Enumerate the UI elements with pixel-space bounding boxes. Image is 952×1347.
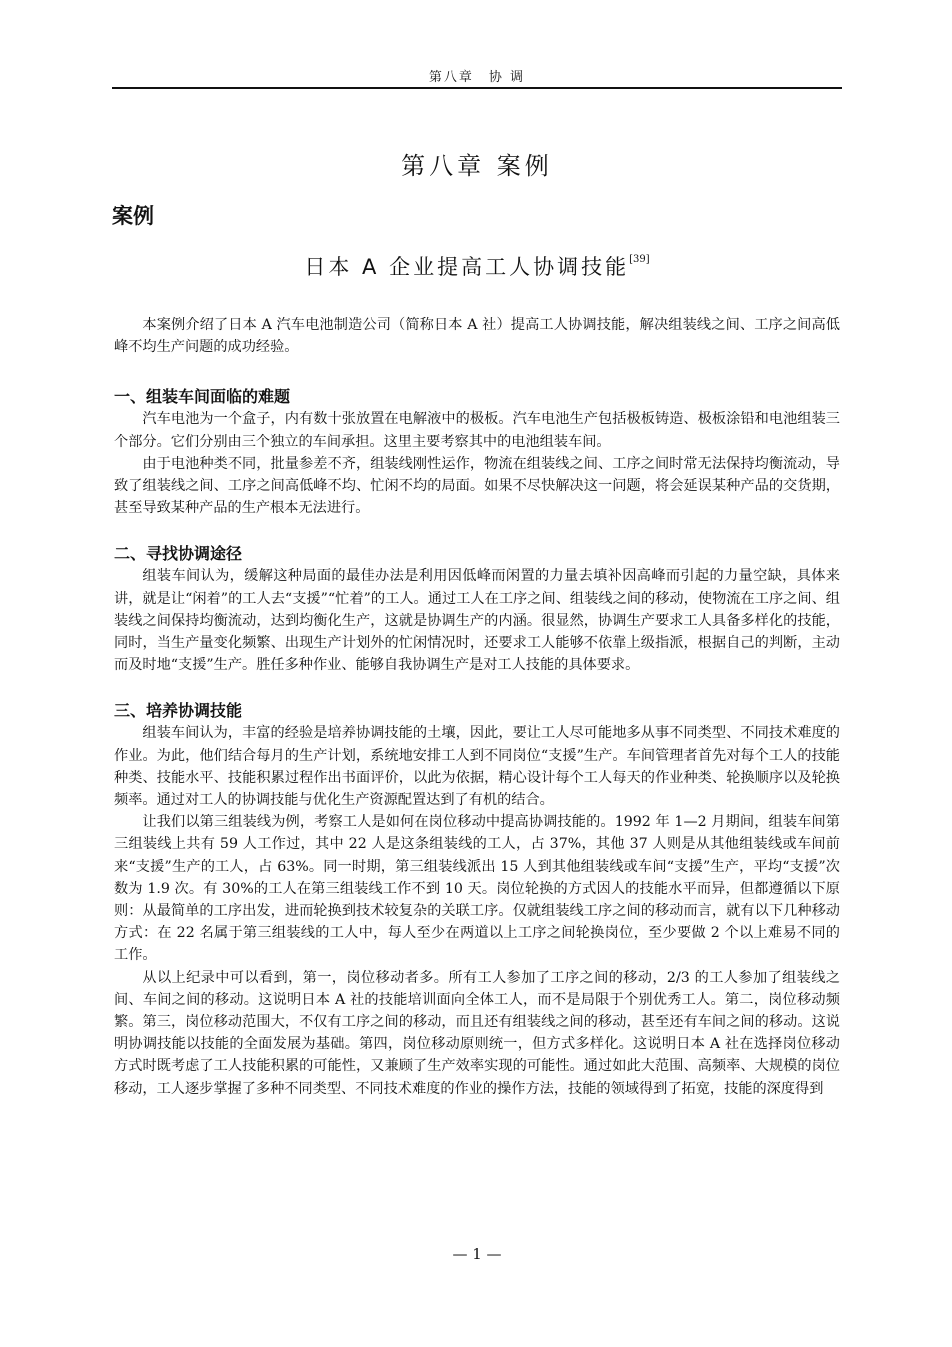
section-gap [114, 519, 840, 543]
page-number: — 1 — [452, 1245, 502, 1263]
section-3-paragraph-1: 组装车间认为，丰富的经验是培养协调技能的土壤，因此，要让工人尽可能地多从事不同类型、不同技术难度的作业。为此，他们结合每月的生产计划，系统地安排工人到不同岗位“支援”生产。车间管理者首先对每个工人的技能种类、技能水平、技能积累过程作出书面评价，以此为依据，精心设计每个工人每天的作业种类、轮换顺序以及轮换频率。通过对工人的协调技能与优化生产资源配置达到了有机的结合。 [114, 725, 840, 809]
section-1-paragraph-2: 由于电池种类不同，批量参差不齐，组装线刚性运作，物流在组装线之间、工序之间时常无法保持均衡流动，导致了组装线之间、工序之间高低峰不均、忙闲不均的局面。如果不尽快解决这一问题，将会延误某种产品的交货期，甚至导致某种产品的生产根本无法进行。 [114, 455, 840, 517]
case-title [112, 251, 842, 281]
section-heading-3: 三、培养协调技能 [114, 701, 243, 721]
body-text [114, 314, 840, 1100]
section-1-paragraph-1: 汽车电池为一个盒子，内有数十张放置在电解液中的极板。汽车电池生产包括极板铸造、极板涂铅和电池组装三个部分。它们分别由三个独立的车间承担。这里主要考察其中的电池组装车间。 [114, 411, 840, 450]
section-heading-2: 二、寻找协调途径 [114, 544, 243, 564]
section-3-paragraph-3: 从以上纪录中可以看到，第一，岗位移动者多。所有工人参加了工序之间的移动，2/3 的工人参加了组装线之间、车间之间的移动。这说明日本 A 社的技能培训面向全体工人，而不是局限于个别优秀工人。第二，岗位移动频繁。第三，岗位移动范围大，不仅有工序之间的移动，而且还有组装线之间的移动，甚至还有车间之间的移动。这说明协调技能以技能的全面发展为基础。第四，岗位移动原则统一，但方式多样化。这说明日本 A 社在选择岗位移动方式时既考虑了工人技能积累的可能性，又兼顾了生产效率实现的可能性。通过如此大范围、高频率、大规模的岗位移动，工人逐步掌握了多种不同类型、不同技术难度的作业的操作方法，技能的领域得到了拓宽，技能的深度得到 [114, 969, 840, 1097]
citation-marker: [39] [629, 254, 650, 265]
section-label: 案例 [112, 204, 154, 228]
section-heading-1: 一、组装车间面临的难题 [114, 387, 291, 407]
header-rule [112, 87, 842, 89]
running-header: 第八章 协 调 [428, 70, 526, 85]
section-gap [114, 676, 840, 700]
section-3-paragraph-2: 让我们以第三组装线为例，考察工人是如何在岗位移动中提高协调技能的。1992 年 1—2 月期间，组装车间第三组装线上共有 59 人工作过，其中 22 人是这条组装线的工人，占 37%，其他 37 人则是从其他组装线或车间前来“支援”生产的工人，占 63%。同一时期，第三组装线派出 15 人到其他组装线或车间“支援”生产，平均“支援”次数为 1.9 次。有 30%的工人在第三组装线工作不到 10 天。岗位轮换的方式因人的技能水平而异，但都遵循以下原则：从最简单的工序出发，进而轮换到技术较复杂的关联工序。仅就组装线工序之间的移动而言，就有以下几种移动方式：在 22 名属于第三组装线的工人中，每人至少在两道以上工序之间轮换岗位，至少要做 2 个以上难易不同的工作。 [114, 814, 840, 964]
section-2-paragraph-1: 组装车间认为，缓解这种局面的最佳办法是利用因低峰而闲置的力量去填补因高峰而引起的力量空缺，具体来讲，就是让“闲着”的工人去“支援”“忙着”的工人。通过工人在工序之间、组装线之间的移动，使物流在工序之间、组装线之间保持均衡流动，达到均衡化生产，这就是协调生产的内涵。很显然，协调生产要求工人具备多样化的技能，同时，当生产量变化频繁、出现生产计划外的忙闲情况时，还要求工人能够不依靠上级指派，根据自己的判断，主动而及时地“支援”生产。胜任多种作业、能够自我协调生产是对工人技能的具体要求。 [114, 568, 840, 674]
case-title-text: 日本 A 企业提高工人协调技能 [304, 255, 630, 279]
chapter-title: 第八章 案例 [401, 152, 553, 180]
intro-paragraph: 本案例介绍了日本 A 汽车电池制造公司（简称日本 A 社）提高工人协调技能，解决组装线之间、工序之间高低峰不均生产问题的成功经验。 [114, 317, 840, 356]
